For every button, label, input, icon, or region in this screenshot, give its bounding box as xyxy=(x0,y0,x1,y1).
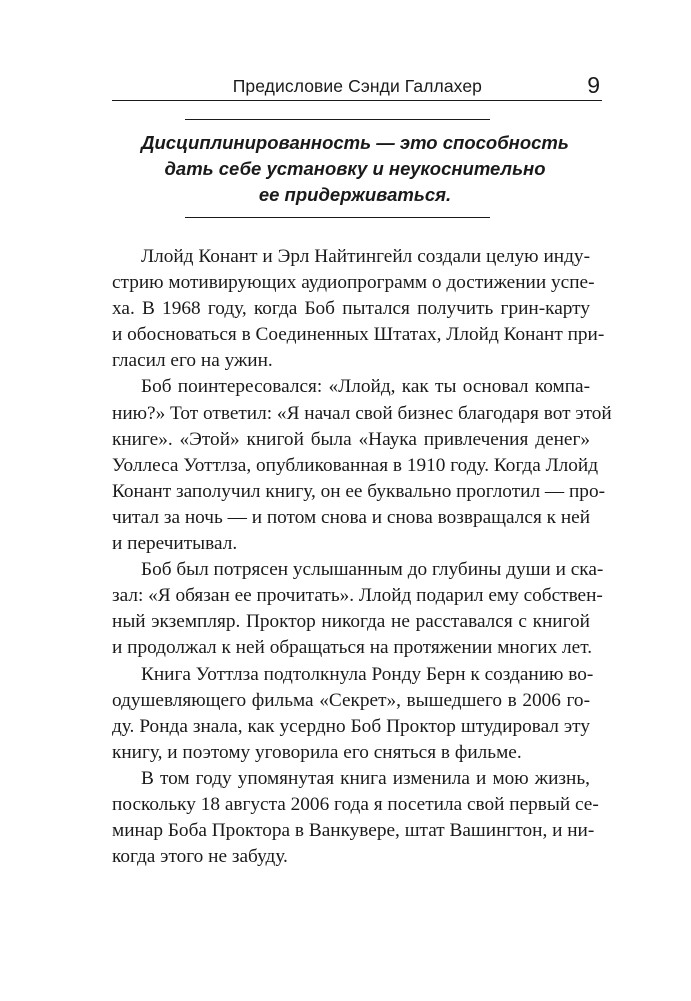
text-line: читал за ночь — и потом снова и снова возвращался к ней xyxy=(112,506,591,528)
epigraph xyxy=(120,130,590,208)
paragraph-2 xyxy=(112,374,612,557)
epigraph-top-rule xyxy=(185,119,490,120)
text-line: стрию мотивирующих аудиопрограмм о достижении успе- xyxy=(112,272,595,294)
text-line: В том году упомянутая книга изменила и мою жизнь, xyxy=(141,767,590,789)
text-line: когда этого не забуду. xyxy=(112,846,288,868)
text-line: нию?» Тот ответил: «Я начал свой бизнес благодаря вот этой xyxy=(112,402,612,424)
text-line: Уоллеса Уоттлза, опубликованная в 1910 году. Когда Ллойд xyxy=(112,454,599,476)
text-line: и обосноваться в Соединенных Штатах, Ллойд Конант при- xyxy=(112,324,605,346)
text-line: Боб поинтересовался: «Ллойд, как ты основал компа- xyxy=(141,376,590,398)
text-line: Книга Уоттлза подтолкнула Ронду Берн к созданию во- xyxy=(141,663,594,685)
epigraph-line: Дисциплинированность — это способность xyxy=(141,132,569,153)
epigraph-bottom-rule xyxy=(185,217,490,218)
page-number: 9 xyxy=(587,72,600,98)
text-line: Конант заполучил книгу, он ее буквально проглотил — про- xyxy=(112,480,606,502)
text-line: ду. Ронда знала, как усердно Боб Проктор штудировал эту xyxy=(112,715,590,737)
text-line: и перечитывал. xyxy=(112,533,238,555)
text-line: книгу, и поэтому уговорила его сняться в фильме. xyxy=(112,741,522,763)
epigraph-line: дать себе установку и неукоснительно xyxy=(164,158,546,179)
text-line: минар Боба Проктора в Ванкувере, штат Вашингтон, и ни- xyxy=(112,820,595,842)
paragraph-4 xyxy=(112,662,594,766)
section-title: Предисловие Сэнди Галлахер xyxy=(232,76,482,96)
text-line: зал: «Я обязан ее прочитать». Ллойд подарил ему собствен- xyxy=(112,585,603,607)
epigraph-line: ее придерживаться. xyxy=(258,184,452,205)
text-line: одушевляющего фильма «Секрет», вышедшего в 2006 го- xyxy=(112,689,590,711)
running-header xyxy=(112,72,602,101)
paragraph-5 xyxy=(112,766,599,870)
text-line: Ллойд Конант и Эрл Найтингейл создали целую инду- xyxy=(141,246,590,267)
body-text xyxy=(112,244,612,870)
paragraph-1 xyxy=(112,244,605,374)
paragraph-3 xyxy=(112,557,604,661)
text-line: ха. В 1968 году, когда Боб пытался получить грин-карту xyxy=(112,298,590,320)
text-line: и продолжал к ней обращаться на протяжении многих лет. xyxy=(112,637,593,659)
text-line: гласил его на ужин. xyxy=(112,350,273,372)
text-line: поскольку 18 августа 2006 года я посетила свой первый се- xyxy=(112,793,599,815)
text-line: Боб был потрясен услышанным до глубины души и ска- xyxy=(141,559,604,581)
text-line: ный экземпляр. Проктор никогда не расставался с книгой xyxy=(112,611,590,633)
text-line: книге». «Этой» книгой была «Наука привлечения денег» xyxy=(112,428,590,450)
